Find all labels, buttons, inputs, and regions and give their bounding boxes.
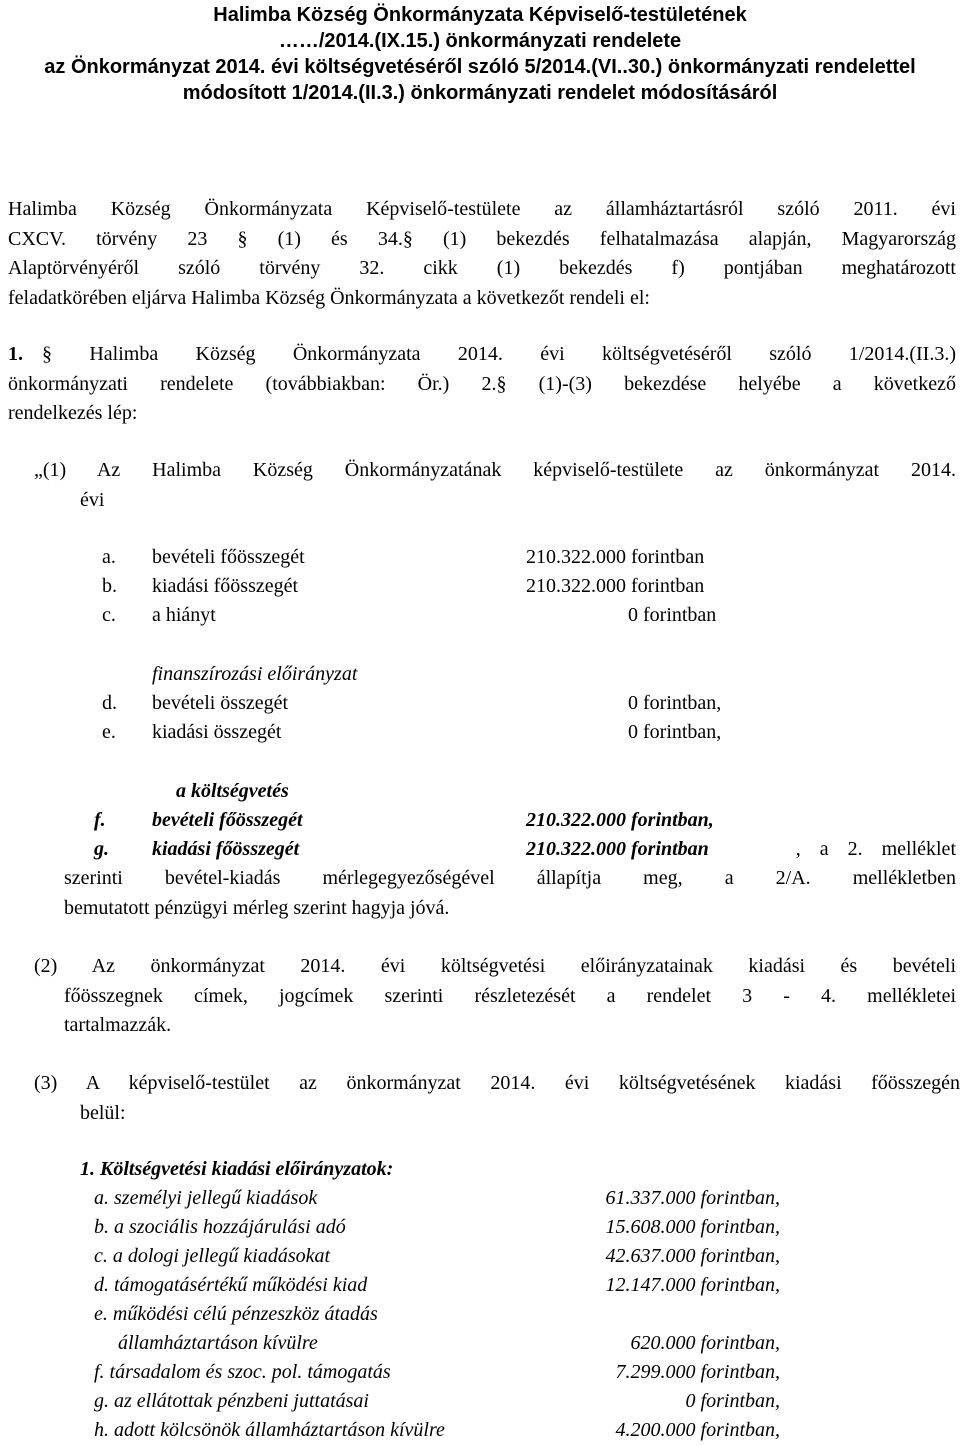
financing-heading: finanszírozási előirányzat xyxy=(152,663,358,685)
item-letter: b. xyxy=(102,575,117,597)
paragraph-2-first xyxy=(34,952,956,982)
expense-item-amount: 12.147.000 forintban, xyxy=(605,1274,780,1296)
section-1-first-line xyxy=(42,340,956,370)
preamble-line: Halimba Község Önkormányzata Képviselő-testülete az államháztartásról szóló 2011. évi xyxy=(8,198,956,220)
item-letter: c. xyxy=(102,604,116,626)
item-label: kiadási főösszegét xyxy=(152,575,299,597)
expense-item-amount: 4.200.000 forintban, xyxy=(615,1419,780,1441)
paragraph-line: belül: xyxy=(80,1101,126,1124)
expense-item-amount: 620.000 forintban, xyxy=(630,1332,780,1354)
expense-item-amount: 0 forintban, xyxy=(685,1390,780,1412)
paragraph-line: évi xyxy=(80,488,105,511)
paragraph-2-body xyxy=(64,982,956,1041)
preamble-line: CXCV. törvény 23 § (1) és 34.§ (1) bekezdés felhatalmazása alapján, Magyarország xyxy=(8,227,956,250)
budget-g-line xyxy=(526,835,956,864)
paragraph-line: főösszegnek címek, jogcímek szerinti részletezését a rendelet 3 - 4. mellékletei xyxy=(64,984,956,1007)
section-number: 1. xyxy=(8,343,23,365)
expense-item-label: e. működési célú pénzeszköz átadás xyxy=(94,1303,378,1325)
expense-item-label: b. a szociális hozzájárulási adó xyxy=(94,1216,346,1238)
paragraph-line: bemutatott pénzügyi mérleg szerint hagyja jóvá. xyxy=(64,896,450,919)
section-line: rendelkezés lép: xyxy=(8,402,138,424)
expense-item-label: h. adott kölcsönök államháztartáson kívülre xyxy=(94,1419,445,1441)
paragraph-1-intro xyxy=(34,456,956,486)
item-amount: 210.322.000 forintban xyxy=(526,546,705,568)
item-amount: 210.322.000 forintban, xyxy=(526,809,714,831)
section-line: § Halimba Község Önkormányzata 2014. évi költségvetéséről szóló 1/2014.(II.3.) xyxy=(42,343,956,365)
document-title xyxy=(0,2,960,106)
preamble-line: Alaptörvényéről szóló törvény 32. cikk (1) bekezdés f) pontjában meghatározott xyxy=(8,257,956,279)
expense-item-label: d. támogatásértékű működési kiad xyxy=(94,1274,368,1296)
paragraph-1-closing xyxy=(64,864,956,923)
paragraph-line: tartalmazzák. xyxy=(64,1014,172,1036)
paragraph-3-cont xyxy=(80,1099,126,1129)
item-letter: g. xyxy=(94,838,109,860)
item-tail: , a 2. melléklet xyxy=(795,838,956,860)
item-letter: a. xyxy=(102,546,116,568)
expense-item-amount: 61.337.000 forintban, xyxy=(605,1187,780,1209)
item-amount: 0 forintban, xyxy=(628,721,722,743)
paragraph-1-intro-cont xyxy=(80,486,104,516)
item-label: a hiányt xyxy=(152,604,216,626)
expense-item-label: c. a dologi jellegű kiadásokat xyxy=(94,1245,331,1267)
title-line: Halimba Község Önkormányzata Képviselő-testületének xyxy=(213,4,747,26)
paragraph-line: szerinti bevétel-kiadás mérlegegyezőségével állapítja meg, a 2/A. mellékletben xyxy=(64,867,956,889)
paragraph-line: (2) Az önkormányzat 2014. évi költségvetési előirányzatainak kiadási és bevételi xyxy=(34,955,956,977)
expense-item-amount: 42.637.000 forintban, xyxy=(605,1245,780,1267)
item-amount: 0 forintban, xyxy=(628,692,722,714)
expense-list-title: 1. Költségvetési kiadási előirányzatok: xyxy=(80,1158,394,1180)
section-1-body xyxy=(8,370,956,429)
item-letter: f. xyxy=(94,809,106,831)
section-line: önkormányzati rendelete (továbbiakban: Ör.) 2.§ (1)-(3) bekezdése helyébe a következő xyxy=(8,372,956,395)
expense-item-label: g. az ellátottak pénzbeni juttatásai xyxy=(94,1390,369,1412)
item-letter: d. xyxy=(102,692,117,714)
paragraph-line: „(1) Az Halimba Község Önkormányzatának képviselő-testülete az önkormányzat 2014. xyxy=(34,459,956,481)
expense-item-amount: 7.299.000 forintban, xyxy=(615,1361,780,1383)
expense-item-amount: 15.608.000 forintban, xyxy=(605,1216,780,1238)
paragraph-3-first xyxy=(34,1069,960,1099)
item-amount: 210.322.000 forintban xyxy=(526,575,705,597)
item-amount: 0 forintban xyxy=(628,604,717,626)
item-amount: 210.322.000 forintban xyxy=(526,838,709,860)
item-label: bevételi főösszegét xyxy=(152,546,305,568)
title-line: módosított 1/2014.(II.3.) önkormányzati rendelet módosításáról xyxy=(182,82,778,104)
item-label: kiadási összegét xyxy=(152,721,282,743)
budget-heading: a költségvetés xyxy=(176,780,289,802)
paragraph-line: (3) A képviselő-testület az önkormányzat 2014. évi költségvetésének kiadási főösszegén xyxy=(34,1072,960,1094)
item-letter: e. xyxy=(102,721,116,743)
item-label: bevételi összegét xyxy=(152,692,289,714)
title-line: ……/2014.(IX.15.) önkormányzati rendelete xyxy=(278,30,682,52)
expense-item-label: államháztartáson kívülre xyxy=(118,1332,318,1354)
preamble xyxy=(8,195,956,313)
preamble-line: feladatkörében eljárva Halimba Község Önkormányzata a következőt rendeli el: xyxy=(8,286,650,309)
item-label: kiadási főösszegét xyxy=(152,838,300,860)
title-line: az Önkormányzat 2014. évi költségvetéséről szóló 5/2014.(VI..30.) önkormányzati rendelettel xyxy=(44,56,916,78)
item-label: bevételi főösszegét xyxy=(152,809,303,831)
expense-item-label: f. társadalom és szoc. pol. támogatás xyxy=(94,1361,391,1383)
expense-item-label: a. személyi jellegű kiadások xyxy=(94,1187,318,1209)
